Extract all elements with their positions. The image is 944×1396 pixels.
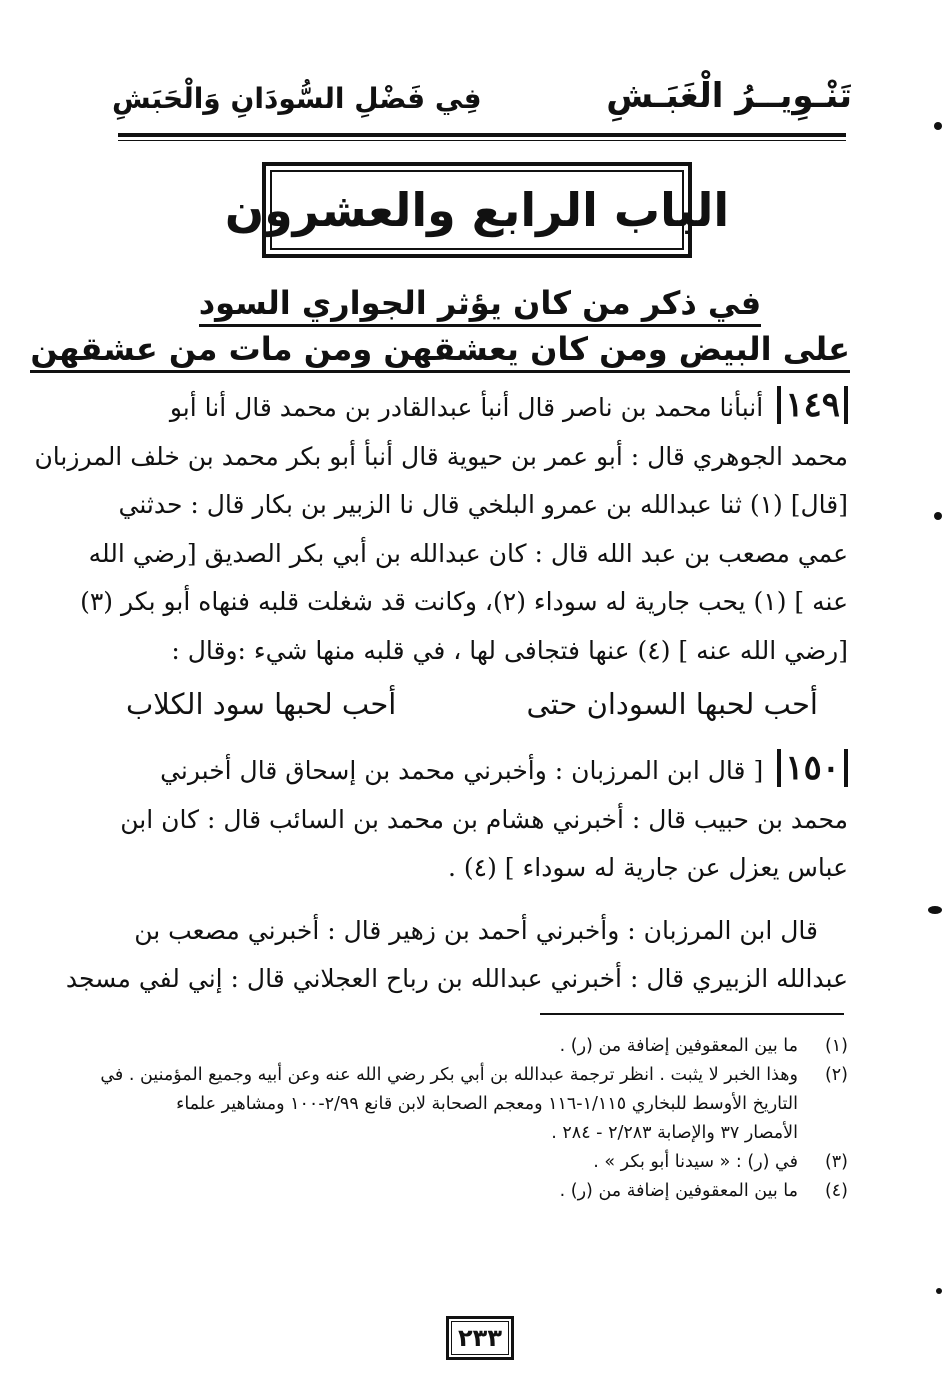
text-line: عبدالله الزبيري قال : أخبرني عبدالله بن رباح العجلاني قال : إني لفي مسجد (65, 964, 848, 993)
header-rule-thin (118, 140, 846, 141)
header-rule-thick (118, 133, 846, 137)
text-line: [قال] (١) ثنا عبدالله بن عمرو البلخي قال نا الزبير بن بكار قال : حدثني (118, 490, 848, 519)
poem-verse (112, 675, 848, 733)
footnote: (٢) وهذا الخبر لا يثبت . انظر ترجمة عبدالله بن أبي بكر رضي الله عنه وعن أبيه وجميع المؤمنين . في (100, 1065, 848, 1085)
footnote-continuation: التاريخ الأوسط للبخاري ١/١١٥-١١٦ ومعجم الصحابة لابن قانع ٢/٩٩-١٠٠ ومشاهير علماء (176, 1094, 798, 1114)
footnote: (٣) في (ر) : « سيدنا أبو بكر » . (593, 1152, 848, 1172)
footnote-continuation: الأمصار ٣٧ والإصابة ٢/٢٨٣ - ٢٨٤ . (551, 1123, 798, 1143)
scan-mark (928, 906, 942, 914)
chapter-title-frame (224, 162, 730, 258)
footnotes (100, 1032, 848, 1206)
page-number-box (446, 1316, 514, 1360)
scan-mark (934, 122, 942, 130)
text-line: ١٥٠[ قال ابن المرزبان : وأخبرني محمد بن إسحاق قال أخبرني (112, 747, 848, 796)
text-line: [رضي الله عنه ] (٤) عنها فتجافى لها ، في قلبه منها شيء :وقال : (171, 635, 848, 665)
text-line: ١٤٩أنبأنا محمد بن ناصر قال أنبأ عبدالقادر بن محمد قال أنا أبو (112, 384, 848, 433)
page-number: ٢٣٣ (451, 1321, 509, 1355)
book-title: تَنْـوِيــرُ الْغَبَـشِ (606, 76, 852, 116)
text-line: عنه ] (١) يحب جارية له سوداء (٢)، وكانت قد شغلت قلبه فنهاه أبو بكر (٣) (80, 587, 848, 616)
entry-150 (112, 747, 848, 893)
book-subtitle: فِي فَضْلِ السُّودَانِ وَالْحَبَشِ (112, 82, 482, 115)
text-line: عباس يعزل عن جارية له سوداء ] (٤) . (448, 853, 848, 882)
entry-number: ١٤٩ (777, 386, 848, 424)
scan-mark (934, 512, 942, 520)
text-line: محمد بن حبيب قال : أخبرني هشام بن محمد بن السائب قال : كان ابن (120, 804, 848, 834)
verse-first-hemistich: أحب لحبها السودان حتى (526, 686, 818, 721)
text-line: عمي مصعب بن عبد الله قال : كان عبدالله بن أبي بكر الصديق [رضي الله (88, 538, 848, 568)
continuation-paragraph (65, 907, 848, 1004)
main-text (34, 384, 848, 1004)
running-header (112, 76, 852, 126)
text-line: محمد الجوهري قال : أبو عمر بن حيوية قال أنبأ أبو بكر محمد بن خلف المرزبان (34, 441, 848, 471)
entry-149 (34, 384, 848, 733)
entry-number: ١٥٠ (777, 749, 848, 787)
text-line: قال ابن المرزبان : وأخبرني أحمد بن زهير قال : أخبرني مصعب بن (134, 915, 818, 945)
chapter-title: الباب الرابع والعشرون (270, 170, 684, 250)
chapter-subtitle-1: في ذكر من كان يؤثر الجواري السود (110, 284, 850, 322)
scan-mark (936, 1288, 942, 1294)
footnote: (١) ما بين المعقوفين إضافة من (ر) . (559, 1036, 848, 1056)
verse-second-hemistich: أحب لحبها سود الكلاب (126, 686, 397, 721)
chapter-subtitle-2: على البيض ومن كان يعشقهن ومن مات من عشقهن (110, 330, 850, 368)
footnote-separator (540, 1013, 844, 1015)
footnote: (٤) ما بين المعقوفين إضافة من (ر) . (559, 1181, 848, 1201)
